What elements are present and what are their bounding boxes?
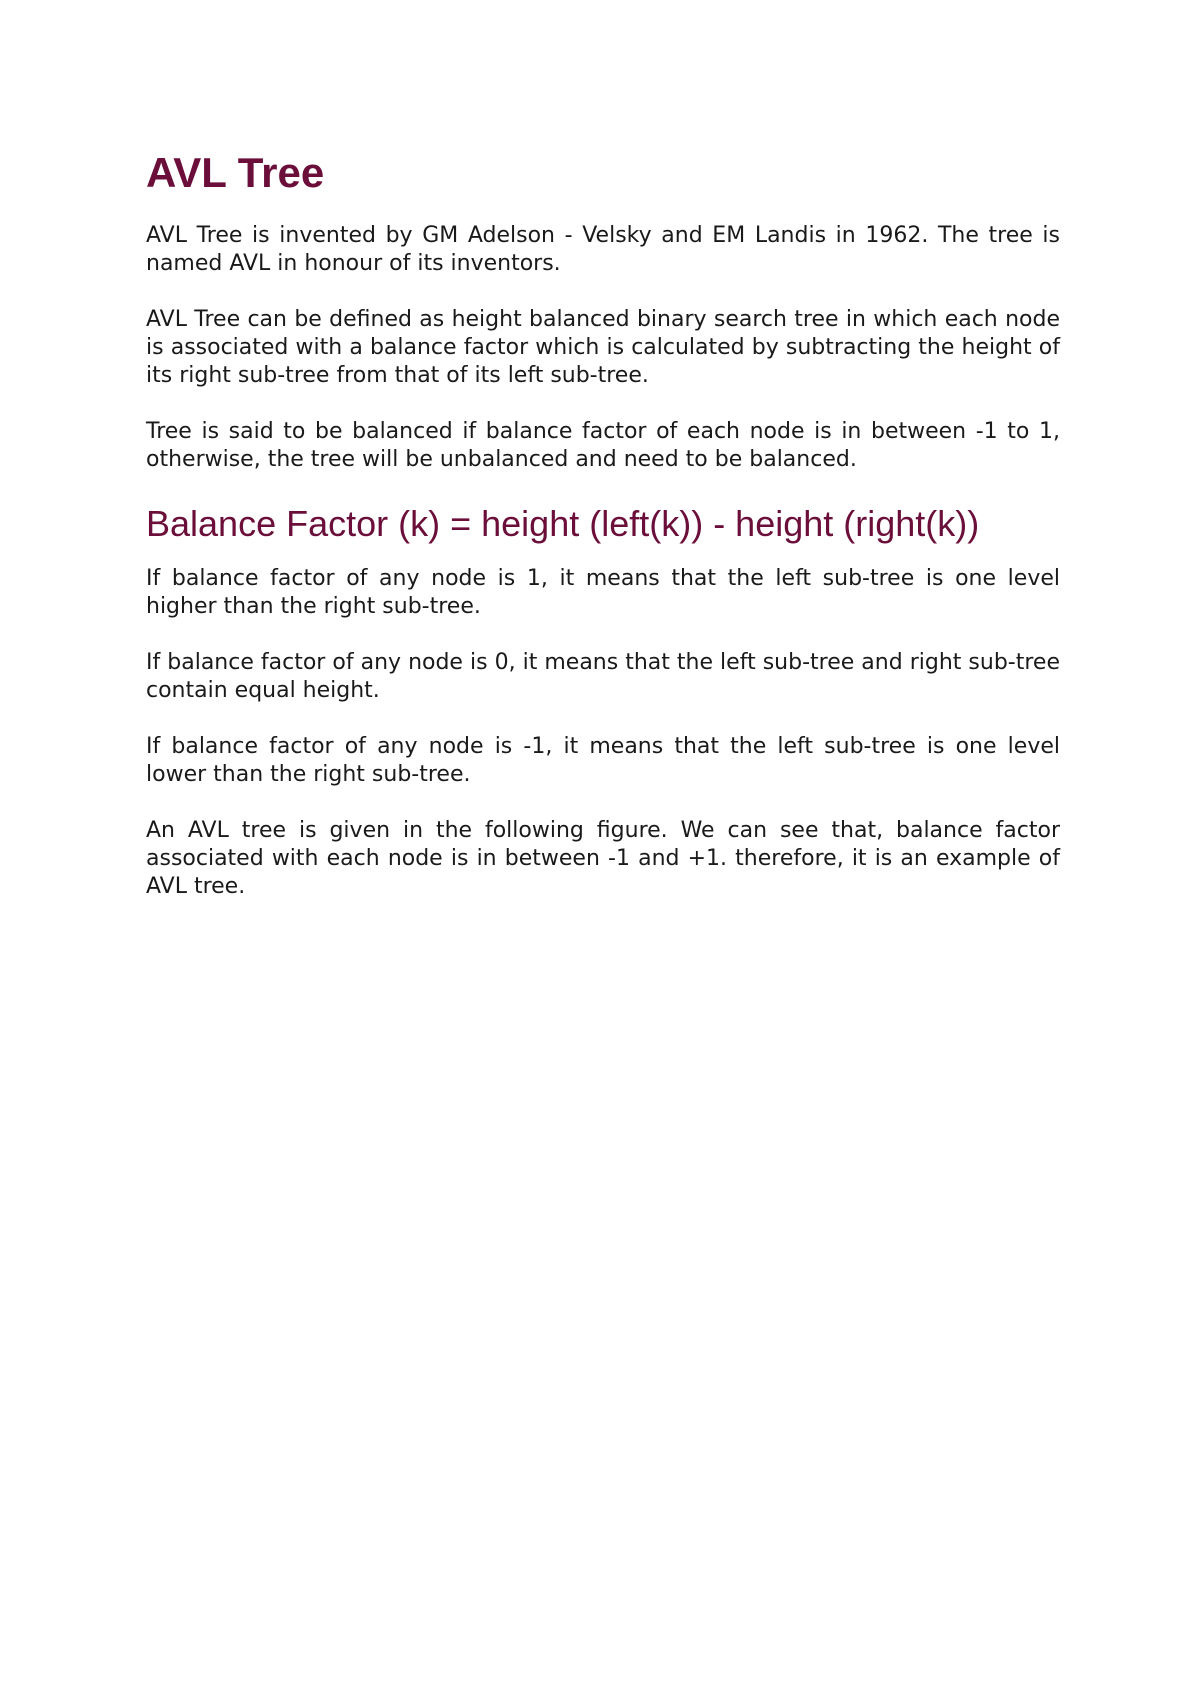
paragraph-balanced-condition: Tree is said to be balanced if balance factor of each node is in between -1 to 1, otherwise, the tree will be unbalanced and need to be balanced. bbox=[146, 419, 1060, 473]
paragraph-factor-one: If balance factor of any node is 1, it means that the left sub-tree is one level higher than the right sub-tree. bbox=[146, 566, 1060, 620]
document-page bbox=[146, 150, 1060, 929]
paragraph-factor-zero: If balance factor of any node is 0, it means that the left sub-tree and right sub-tree contain equal height. bbox=[146, 650, 1060, 704]
page-title: AVL Tree bbox=[146, 149, 325, 196]
paragraph-invention: AVL Tree is invented by GM Adelson - Velsky and EM Landis in 1962. The tree is named AVL in honour of its inventors. bbox=[146, 223, 1060, 277]
balance-factor-formula: Balance Factor (k) = height (left(k)) - height (right(k)) bbox=[146, 503, 980, 545]
paragraph-definition: AVL Tree can be defined as height balanced binary search tree in which each node is associated with a balance factor which is calculated by subtracting the height of its right sub-tree from that of its left sub-tree. bbox=[146, 307, 1060, 389]
paragraph-figure-example: An AVL tree is given in the following figure. We can see that, balance factor associated with each node is in between -1 and +1. therefore, it is an example of AVL tree. bbox=[146, 818, 1060, 900]
paragraph-factor-minus-one: If balance factor of any node is -1, it means that the left sub-tree is one level lower than the right sub-tree. bbox=[146, 734, 1060, 788]
